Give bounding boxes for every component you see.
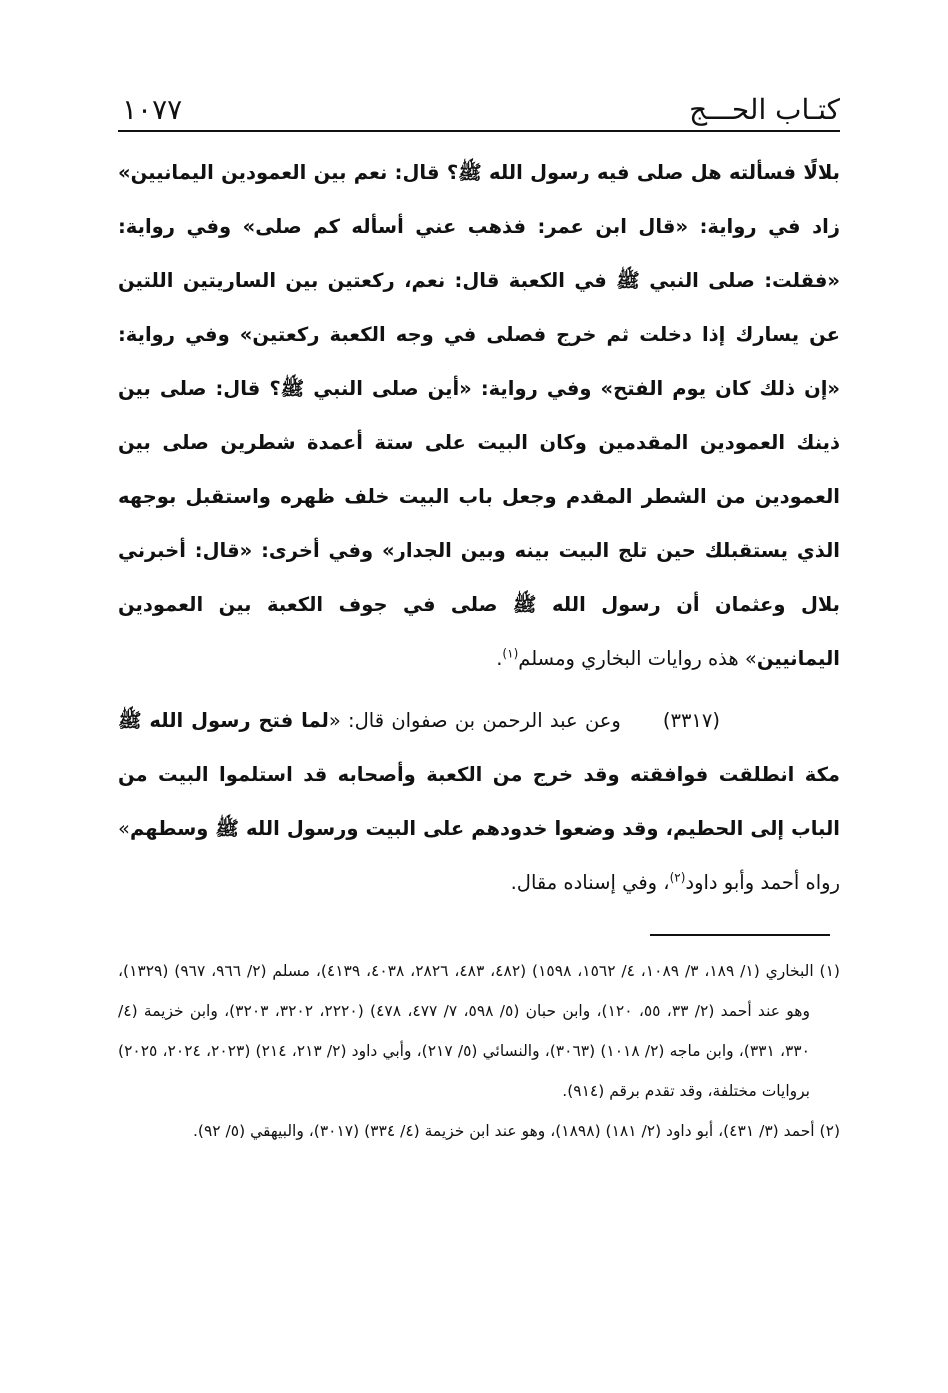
footnote-ref-2[interactable]: (٢) xyxy=(669,870,686,885)
footnote-ref-1[interactable]: (١) xyxy=(502,646,519,661)
quote-segment: لما فتح رسول الله ﷺ مكة انطلقت فوافقته وقد خرج من الكعبة وأصحابه قد استلموا البيت من الباب إلى الحطيم، وقد وضعوا خدودهم على البيت ورسول الله ﷺ وسطهم xyxy=(118,709,840,840)
footnote-1 xyxy=(118,951,840,1111)
text-segment: . xyxy=(496,647,503,670)
text-segment: » رواه أحمد وأبو داود xyxy=(118,817,840,894)
footnote-number: (١) xyxy=(819,962,840,980)
page-header xyxy=(118,92,840,132)
quote-segment: فقلت: صلى النبي ﷺ في الكعبة xyxy=(508,269,828,292)
footnote-text: البخاري (١/ ١٨٩، ٣/ ١٠٨٩، ٤/ ١٥٦٢، ١٥٩٨) (٤٨٢، ٤٨٣، ٢٨٢٦، ٤٠٣٨، ٤١٣٩)، مسلم (٢/ ٩٦٦، ٩٦٧) (١٣٢٩)، وهو عند أحمد (٢/ ٣٣، ٥٥، ١٢٠)، وابن حبان (٥/ ٥٩٨، ٧/ ٤٧٧، ٤٧٨) (٢٢٢٠، ٣٢٠٢، ٣٢٠٣)، وابن خزيمة (٤/ ٣٣٠، ٣٣١)، وابن ماجه (٢/ ١٠١٨) (٣٠٦٣)، والنسائي (٥/ ٢١٧)، وأبي داود (٢/ ٢١٣، ٢١٤) (٢٠٢٣، ٢٠٢٤، ٢٠٢٥) بروايات مختلفة، وقد تقدم برقم (٩١٤). xyxy=(118,962,814,1100)
page-number: ١٠٧٧ xyxy=(122,93,183,126)
paragraph-2 xyxy=(118,694,840,910)
quote-segment: قال ابن عمر: فذهب عني أسأله كم صلى xyxy=(255,215,676,238)
main-text xyxy=(118,146,840,910)
text-segment: » هذه روايات البخاري ومسلم xyxy=(518,647,757,670)
text-segment: ، وفي إسناده مقال. xyxy=(510,871,670,894)
quote-segment: قال: أخبرني بلال وعثمان أن رسول الله ﷺ صلى في جوف الكعبة بين العمودين اليمانيين xyxy=(118,539,840,670)
footnotes xyxy=(118,951,840,1151)
text-segment: قال: نعم، ركعتين بين الساريتين اللتين عن يسارك إذا دخلت ثم خرج فصلى في وجه الكعبة ركعتين» وفي رواية: « xyxy=(118,269,841,400)
chapter-title: كتـاب الحـــج xyxy=(689,93,840,126)
paragraph-1 xyxy=(118,146,840,686)
footnote-2 xyxy=(118,1111,840,1151)
text-segment: » وفي رواية: « xyxy=(118,215,841,292)
quote-segment: أين صلى النبي ﷺ xyxy=(280,377,460,400)
quote-segment: إن ذلك كان يوم الفتح xyxy=(613,377,828,400)
footnote-divider xyxy=(650,934,830,936)
hadith-number: (٣٣١٧) xyxy=(662,709,720,732)
text-segment: » وفي رواية: « xyxy=(459,377,614,400)
text-segment: وعن عبد الرحمن بن صفوان قال: « xyxy=(328,709,621,732)
footnote-text: أحمد (٣/ ٤٣١)، أبو داود (٢/ ١٨١) (١٨٩٨)، وهو عند ابن خزيمة (٤/ ٣٣٤) (٣٠١٧)، والبيهقي (٥/ ٩٢). xyxy=(192,1122,815,1140)
text-segment: بلالًا فسألته هل صلى فيه رسول الله ﷺ؟ قال: نعم بين العمودين اليمانيين» زاد في رواية: « xyxy=(118,161,840,238)
text-segment: ؟ قال: صلى بين ذينك العمودين المقدمين وكان البيت على ستة أعمدة شطرين صلى بين العمودين من الشطر المقدم وجعل باب البيت خلف ظهره واستقبل بوجهه الذي يستقبلك حين تلج البيت بينه وبين الجدار» وفي أخرى: « xyxy=(118,377,840,562)
footnote-number: (٢) xyxy=(819,1122,840,1140)
